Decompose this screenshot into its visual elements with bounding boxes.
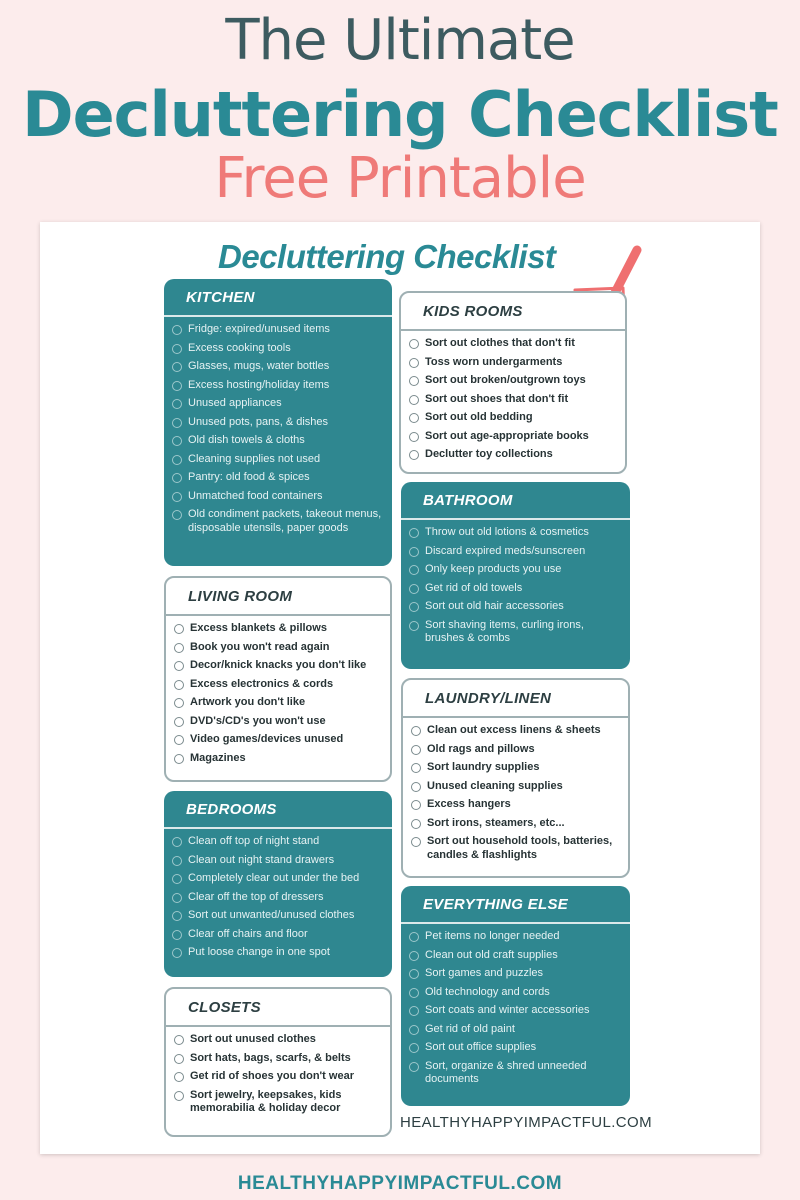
bathroom-heading: BATHROOM [401,482,630,520]
closets-heading: CLOSETS [166,989,390,1027]
checkbox-circle[interactable] [409,413,419,423]
checkbox-circle[interactable] [172,436,182,446]
checklist-item-label: Excess hangers [427,798,511,810]
checkbox-circle[interactable] [174,661,184,671]
checkbox-circle[interactable] [172,418,182,428]
everything-else-card [401,886,630,1106]
checklist-item-label: Book you won't read again [190,640,330,653]
everything-else-heading: EVERYTHING ELSE [401,886,630,924]
checkbox-circle[interactable] [411,726,421,736]
footer-url: HEALTHYHAPPYIMPACTFUL.COM [237,1173,563,1194]
checkbox-circle[interactable] [409,932,419,942]
checklist-item[interactable] [411,817,622,831]
laundry-heading: LAUNDRY/LINEN [403,680,628,718]
checklist-item-label: Sort coats and winter accessories [425,1004,590,1016]
sheet-footer-url: HEALTHYHAPPYIMPACTFUL.COM [400,1114,652,1131]
checklist-item[interactable] [409,1004,624,1018]
checkbox-circle[interactable] [172,344,182,354]
checklist-item-label: Clean out night stand drawers [188,853,335,866]
checklist-item-label: Only keep products you use [425,563,562,575]
checkbox-circle[interactable] [411,819,421,829]
checklist-item-label: Pet items no longer needed [425,930,560,942]
checklist-item[interactable] [409,448,619,462]
page-title-line-2: Decluttering Checklist [22,78,778,151]
checklist-item[interactable] [174,622,384,636]
checklist-item[interactable] [172,416,386,430]
checklist-item[interactable] [172,360,386,374]
checkbox-circle[interactable] [172,874,182,884]
checklist-item-label: Sort out unwanted/unused clothes [188,909,355,921]
checklist-item-label: Declutter toy collections [425,448,553,460]
checklist-item[interactable] [409,337,619,351]
checklist-item-label: Sort out broken/outgrown toys [425,374,586,386]
kitchen-card [164,279,392,566]
checklist-item-label: Unused appliances [188,397,282,409]
checklist-item[interactable] [411,780,622,794]
checklist-item[interactable] [409,1041,624,1055]
living-room-card [164,576,392,782]
checklist-item-label: Old condiment packets, takeout menus, disposable utensils, paper goods [188,508,382,534]
checkbox-circle[interactable] [172,381,182,391]
checklist-item-label: DVD's/CD's you won't use [190,714,326,727]
checklist-item[interactable] [409,582,624,596]
checklist-item[interactable] [174,715,384,729]
checkbox-circle[interactable] [409,528,419,538]
checkbox-circle[interactable] [174,680,184,690]
checklist-item[interactable] [174,1089,384,1116]
checkbox-circle[interactable] [409,432,419,442]
checkbox-circle[interactable] [172,911,182,921]
checklist-item[interactable] [411,743,622,757]
checkbox-circle[interactable] [411,837,421,847]
checklist-item-label: Magazines [190,751,246,764]
laundry-card [401,678,630,878]
page-title-line-1: The Ultimate [225,8,575,73]
checklist-item[interactable] [409,986,624,1000]
checkbox-circle[interactable] [409,1062,419,1072]
checkbox-circle[interactable] [172,399,182,409]
checkbox-circle[interactable] [172,473,182,483]
checklist-item-label: Old technology and cords [425,985,550,998]
checklist-item-label: Glasses, mugs, water bottles [188,360,330,372]
checklist-item[interactable] [409,356,619,370]
checklist-item-label: Clean out old craft supplies [425,948,558,961]
laundry-list [403,718,628,862]
checkbox-circle[interactable] [411,763,421,773]
checklist-item[interactable] [409,393,619,407]
checklist-item[interactable] [411,761,622,775]
checklist-item[interactable] [172,928,386,942]
checkbox-circle[interactable] [174,643,184,653]
checklist-item[interactable] [174,752,384,766]
checklist-item[interactable] [174,678,384,692]
checklist-item[interactable] [409,949,624,963]
checklist-item-label: Fridge: expired/unused items [188,323,330,335]
checkbox-circle[interactable] [411,800,421,810]
checklist-item[interactable] [172,508,386,535]
checkbox-circle[interactable] [174,735,184,745]
checklist-item[interactable] [409,563,624,577]
checklist-item[interactable] [409,545,624,559]
checklist-item[interactable] [174,733,384,747]
checkbox-circle[interactable] [172,930,182,940]
kids-rooms-list [401,331,625,462]
checklist-item[interactable] [172,872,386,886]
checkbox-circle[interactable] [409,969,419,979]
checklist-item-label: Sort out shoes that don't fit [425,392,569,405]
checkbox-circle[interactable] [172,492,182,502]
checkbox-circle[interactable] [172,510,182,520]
bedrooms-list [164,829,392,960]
checklist-item[interactable] [409,930,624,944]
kids-rooms-card [399,291,627,474]
checklist-item-label: Sort out age-appropriate books [425,429,589,442]
page-subtitle: Free Printable [214,146,586,211]
checklist-item[interactable] [409,1060,624,1087]
checklist-item-label: Decor/knick knacks you don't like [190,659,367,671]
checkbox-circle[interactable] [409,1006,419,1016]
checklist-item-label: Completely clear out under the bed [188,872,360,884]
checklist-item[interactable] [409,411,619,425]
checklist-item-label: Old rags and pillows [427,742,535,755]
checkbox-circle[interactable] [174,1072,184,1082]
checkbox-circle[interactable] [411,745,421,755]
checklist-item-label: Discard expired meds/sunscreen [425,544,586,557]
checkbox-circle[interactable] [172,856,182,866]
checklist-item-label: Clear off the top of dressers [188,890,324,903]
checklist-item-label: Clear off chairs and floor [188,927,308,940]
checkbox-circle[interactable] [409,951,419,961]
checklist-item-label: Excess cooking tools [188,341,291,354]
closets-list [166,1027,390,1116]
checklist-item[interactable] [172,471,386,485]
checklist-item-label: Toss worn undergarments [425,355,563,368]
bathroom-card [401,482,630,669]
sheet-title: Decluttering Checklist [218,238,556,275]
bathroom-list [401,520,630,646]
checkbox-circle[interactable] [409,1043,419,1053]
checkbox-circle[interactable] [174,698,184,708]
checklist-item[interactable] [411,724,622,738]
checklist-item-label: Throw out old lotions & cosmetics [425,526,589,538]
checkbox-circle[interactable] [174,1054,184,1064]
checklist-item-label: Clean off top of night stand [188,835,320,847]
checklist-item-label: Cleaning supplies not used [188,452,321,465]
checklist-item-label: Excess electronics & cords [190,677,334,690]
checklist-item-label: Old dish towels & cloths [188,434,305,446]
checklist-item-label: Unused pots, pans, & dishes [188,415,329,428]
checklist-item-label: Artwork you don't like [190,696,306,708]
checkbox-circle[interactable] [174,1091,184,1101]
checklist-item-label: Sort games and puzzles [425,967,544,979]
checklist-item[interactable] [174,641,384,655]
kitchen-list [164,317,392,535]
checklist-item[interactable] [172,323,386,337]
checklist-item-label: Sort laundry supplies [427,761,540,773]
checklist-item[interactable] [172,946,386,960]
checkbox-circle[interactable] [409,1025,419,1035]
checklist-item[interactable] [172,891,386,905]
checklist-item[interactable] [174,1052,384,1066]
living-room-list [166,616,390,765]
checklist-item-label: Excess blankets & pillows [190,622,327,634]
checkbox-circle[interactable] [409,358,419,368]
kids-rooms-heading: KIDS ROOMS [401,293,625,331]
checklist-item-label: Get rid of old paint [425,1022,515,1035]
checklist-item[interactable] [172,342,386,356]
checkbox-circle[interactable] [409,988,419,998]
checkbox-circle[interactable] [172,948,182,958]
checkbox-circle[interactable] [174,717,184,727]
checklist-item-label: Sort jewelry, keepsakes, kids memorabilia & holiday decor [190,1088,342,1114]
checklist-item[interactable] [174,1033,384,1047]
checkbox-circle[interactable] [174,624,184,634]
checkbox-circle[interactable] [409,376,419,386]
checklist-item[interactable] [409,526,624,540]
checklist-item-label: Sort out old hair accessories [425,600,564,612]
checklist-item-label: Sort out office supplies [425,1041,537,1053]
checklist-item[interactable] [172,453,386,467]
checkbox-circle[interactable] [172,893,182,903]
checklist-item-label: Clean out excess linens & sheets [427,724,601,736]
checkbox-circle[interactable] [409,339,419,349]
checklist-item-label: Video games/devices unused [190,733,344,745]
checklist-item[interactable] [411,798,622,812]
checklist-item[interactable] [172,490,386,504]
checklist-item-label: Sort, organize & shred unneeded documents [425,1059,587,1085]
checklist-item[interactable] [174,659,384,673]
checklist-item-label: Unmatched food containers [188,489,323,502]
checklist-item[interactable] [411,835,622,862]
checkbox-circle[interactable] [174,1035,184,1045]
checklist-item[interactable] [172,854,386,868]
everything-else-list [401,924,630,1087]
checklist-item-label: Get rid of shoes you don't wear [190,1070,354,1082]
bedrooms-heading: BEDROOMS [164,791,392,829]
checklist-item[interactable] [409,374,619,388]
checkbox-circle[interactable] [409,621,419,631]
checklist-item[interactable] [172,835,386,849]
checklist-item-label: Sort out old bedding [425,411,533,423]
checklist-item-label: Sort irons, steamers, etc... [427,816,565,829]
checkbox-circle[interactable] [409,450,419,460]
checkbox-circle[interactable] [409,547,419,557]
checklist-item-label: Sort out clothes that don't fit [425,337,575,349]
checklist-item[interactable] [409,619,624,646]
checklist-item-label: Unused cleaning supplies [427,779,563,792]
checklist-item[interactable] [174,696,384,710]
checklist-item[interactable] [172,909,386,923]
checkbox-circle[interactable] [172,325,182,335]
bedrooms-card [164,791,392,977]
checkbox-circle[interactable] [409,395,419,405]
kitchen-heading: KITCHEN [164,279,392,317]
checklist-item[interactable] [172,397,386,411]
checkbox-circle[interactable] [411,782,421,792]
checklist-item[interactable] [172,434,386,448]
checklist-item[interactable] [174,1070,384,1084]
checkbox-circle[interactable] [409,584,419,594]
checklist-item-label: Sort out unused clothes [190,1033,316,1045]
checklist-item[interactable] [409,1023,624,1037]
checklist-item-label: Excess hosting/holiday items [188,378,330,391]
checklist-item-label: Sort hats, bags, scarfs, & belts [190,1051,351,1064]
closets-card [164,987,392,1137]
checklist-item[interactable] [409,600,624,614]
checklist-item[interactable] [409,430,619,444]
checklist-item[interactable] [172,379,386,393]
checkbox-circle[interactable] [174,754,184,764]
checkbox-circle[interactable] [172,455,182,465]
checkbox-circle[interactable] [409,602,419,612]
checkbox-circle[interactable] [409,565,419,575]
living-room-heading: LIVING ROOM [166,578,390,616]
checklist-item-label: Put loose change in one spot [188,946,330,958]
checkbox-circle[interactable] [172,837,182,847]
checkbox-circle[interactable] [172,362,182,372]
checklist-item[interactable] [409,967,624,981]
checklist-item-label: Sort shaving items, curling irons, brushes & combs [425,618,584,644]
checklist-item-label: Pantry: old food & spices [188,471,310,483]
checklist-item-label: Get rid of old towels [425,581,523,594]
checklist-item-label: Sort out household tools, batteries, candles & flashlights [427,835,613,861]
